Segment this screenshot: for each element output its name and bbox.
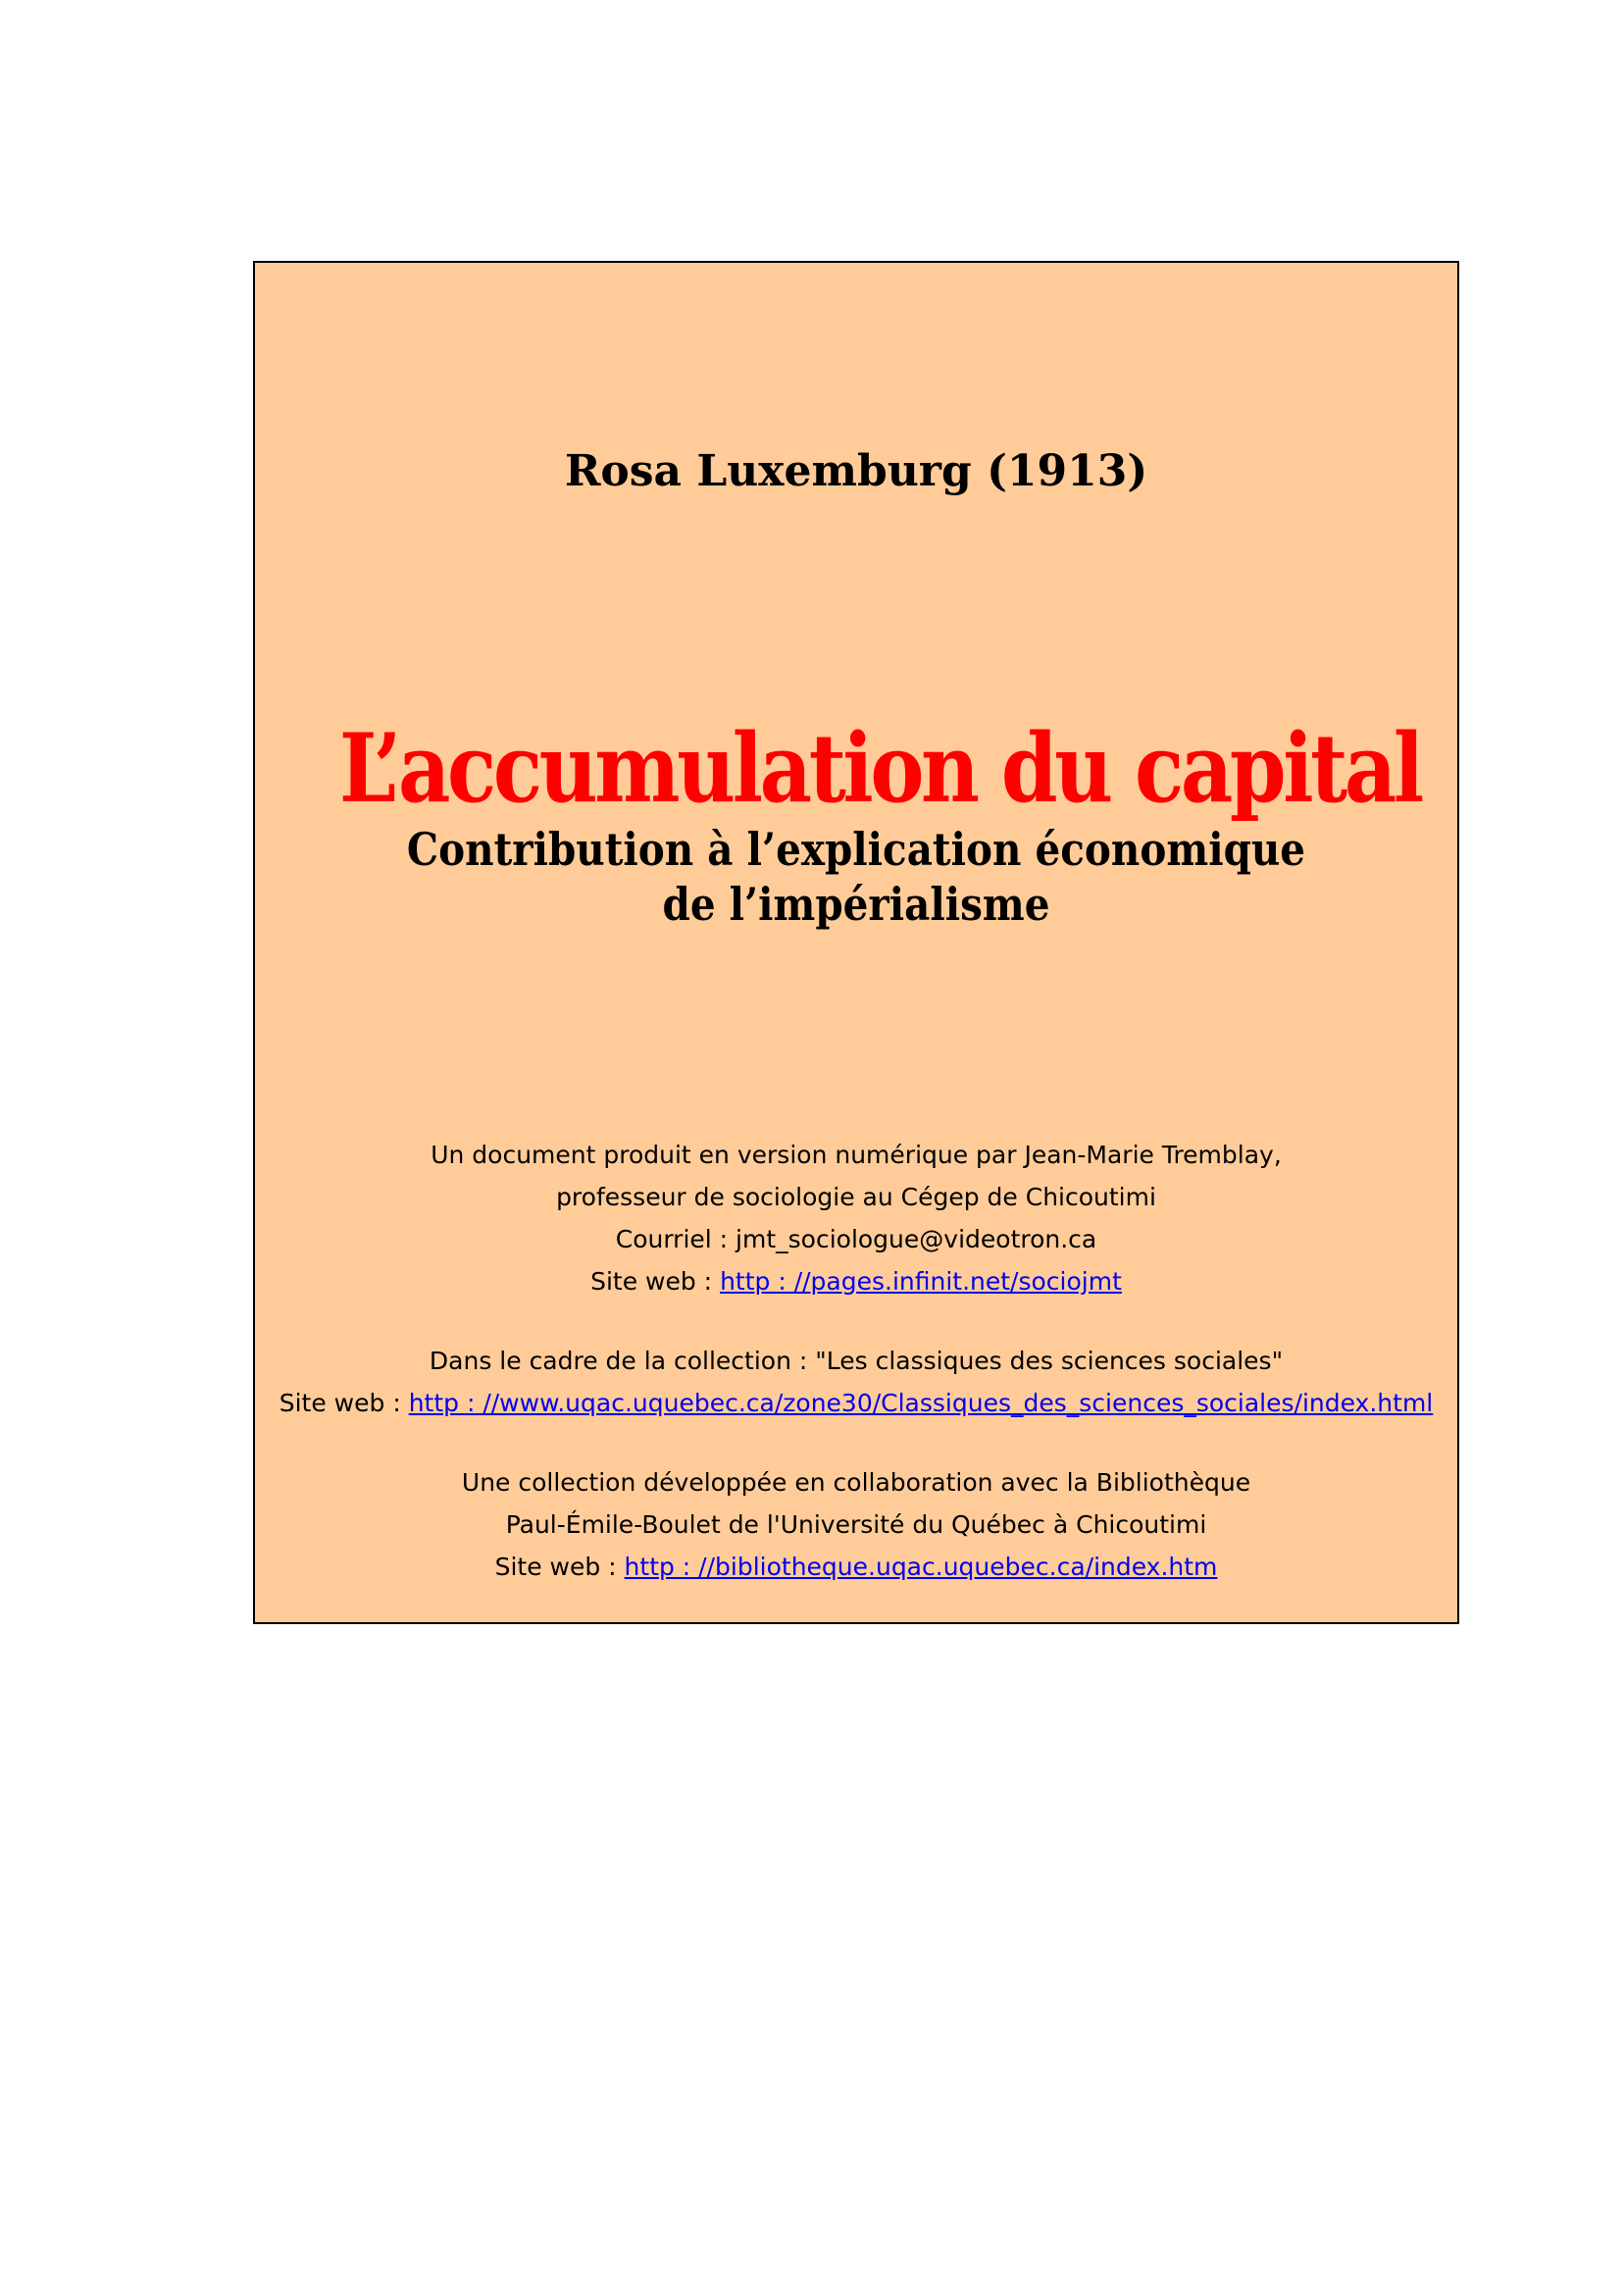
library-site-link[interactable]: http : //bibliotheque.uqac.uquebec.ca/index.htm <box>624 1553 1218 1581</box>
credits-block <box>255 1134 1457 1588</box>
producer-line: Un document produit en version numérique par Jean-Marie Tremblay, <box>431 1141 1282 1169</box>
author-year: Rosa Luxemburg (1913) <box>564 446 1148 496</box>
collection-site-link[interactable]: http : //www.uqac.uquebec.ca/zone30/Classiques_des_sciences_sociales/index.html <box>408 1389 1434 1417</box>
personal-site-link[interactable]: http : //pages.infinit.net/sociojmt <box>720 1267 1122 1296</box>
professor-line: professeur de sociologie au Cégep de Chicoutimi <box>556 1183 1156 1211</box>
site-label: Site web : <box>279 1389 409 1417</box>
email-line: Courriel : jmt_sociologue@videotron.ca <box>615 1225 1097 1253</box>
subtitle-line-2: de l’impérialisme <box>662 878 1050 931</box>
document-title: L’accumulation du capital <box>338 713 1421 824</box>
spacer <box>255 1424 1457 1461</box>
personal-site-line <box>255 1260 1457 1302</box>
spacer <box>255 1302 1457 1340</box>
collection-site-line <box>255 1382 1457 1424</box>
site-label: Site web : <box>494 1553 625 1581</box>
collection-line: Dans le cadre de la collection : "Les classiques des sciences sociales" <box>429 1347 1284 1375</box>
site-label: Site web : <box>590 1267 721 1296</box>
cover-box <box>253 261 1459 1624</box>
document-subtitle <box>328 822 1386 932</box>
subtitle-line-1: Contribution à l’explication économique <box>406 823 1306 876</box>
library-site-line <box>255 1546 1457 1588</box>
collaboration-line: Une collection développée en collaboration avec la Bibliothèque <box>461 1468 1251 1497</box>
library-line: Paul-Émile-Boulet de l'Université du Québec à Chicoutimi <box>505 1510 1207 1539</box>
